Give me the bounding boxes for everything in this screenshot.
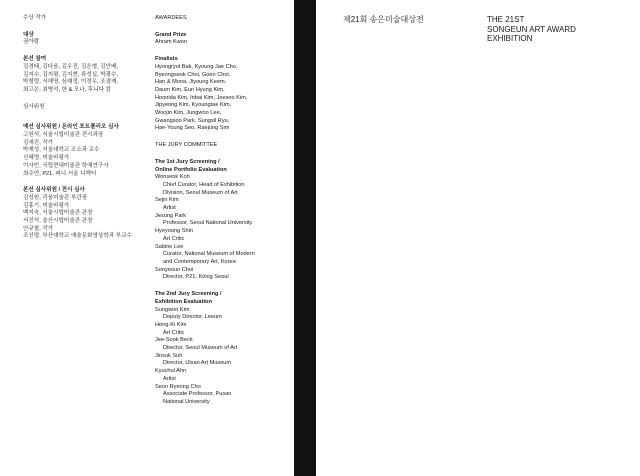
finalists-line-ko: 김경태, 김다움, 김우진, 김은형, 김안배, (23, 63, 119, 70)
awardees-header-en: AWARDEES (155, 15, 187, 21)
jury-member-role: Art Critic (163, 329, 185, 336)
jury1-section-en (155, 159, 290, 282)
jury2-section-en (155, 291, 290, 407)
grand-prize-section-ko (23, 32, 145, 47)
jury-member-role: Director, P21, König Seoul (163, 274, 229, 281)
finalists-line-ko: 최고은, 최병석, 한 & 모나, 후니다 킴 (23, 86, 111, 93)
jury-member-role: Chief Curator, Head of Exhibition (163, 181, 245, 188)
jury-member-role: Professor, Seoul National University (163, 220, 253, 227)
jury-member-name: Sungwon Kim (155, 306, 190, 313)
exhibition-title-en-line: SONGEUN ART AWARD (487, 24, 576, 34)
finalists-line-en: Daum Kim, Eun Hyung Kim, (155, 86, 225, 93)
jury-member-role: Associate Professor, Pusan (163, 391, 232, 398)
finalists-line-en: Hyongryol Bak, Kyoung Jae Cho, (155, 63, 238, 70)
finalists-section-ko (23, 56, 145, 95)
exhibition-title-ko: 제21회 송은미술대상전 (343, 15, 424, 24)
jury-member-name: Hong-Ki Kim (155, 321, 187, 328)
korean-column (23, 15, 145, 250)
finalists-line-ko: 박형렬, 서해영, 심래정, 이정우, 조겸재, (23, 79, 119, 86)
finalists-line-en: Hoonida Kim, Inbai Kim, Jeesoo Kim, (155, 94, 248, 101)
jury1-member-ko: 박제성, 서울대학교 조소과 교수 (23, 147, 100, 154)
finalists-section-en (155, 56, 290, 133)
finalists-line-ko: 김지수, 김지평, 김지현, 류성실, 박광수, (23, 71, 119, 78)
jury2-heading-en: Exhibition Evaluation (155, 298, 212, 305)
jury2-section-ko (23, 187, 145, 241)
finalists-line-en: Byeongseok Choi, Goen Choi, (155, 71, 231, 78)
jury2-heading-ko: 본선 심사위원 / 전시 심사 (23, 187, 85, 194)
jury-member-name: Hyeyoung Shin (155, 228, 193, 235)
jury-member-name: Kyuchul Ahn (155, 368, 187, 375)
jury2-heading-en: The 2nd Jury Screening / (155, 291, 222, 298)
jury1-member-ko: 신혜영, 미술비평가 (23, 155, 70, 162)
finalists-heading-en: Finalists (155, 56, 178, 63)
finalists-line-en: Gwangsoo Park, Sungsil Ryu, (155, 117, 230, 124)
jury-member-name: Sejin Kim (155, 197, 179, 204)
jury1-member-ko: 이사빈, 국립현대미술관 학예연구사 (23, 162, 109, 169)
finalists-line-en: Han & Mona, Jiyoung Keem, (155, 79, 227, 86)
grand-prize-heading-en: Grand Prize (155, 31, 187, 38)
jury1-section-ko (23, 124, 145, 178)
jury2-member-ko: 김홍기, 미술비평가 (23, 202, 70, 209)
jury1-heading-en: Online Portfolio Evaluation (155, 166, 227, 173)
jury1-member-ko: 고원석, 서울시립미술관 전시과장 (23, 132, 104, 139)
grand-prize-heading-ko: 대상 (23, 31, 34, 38)
jury2-member-ko: 백지숙, 서울시립미술관 관장 (23, 210, 93, 217)
jury1-heading-ko: 예선 심사위원 / 온라인 포트폴리오 심사 (23, 124, 119, 131)
jury-header-ko: 심사위원 (23, 103, 45, 110)
jury1-heading-en: The 1st Jury Screening / (155, 158, 220, 165)
jury-member-role: Artist (163, 205, 176, 212)
exhibition-title-en-line: EXHIBITION (487, 34, 533, 44)
exhibition-title-en (487, 15, 627, 44)
exhibition-title-en-line: THE 21ST (487, 15, 525, 24)
jury-member-role: Director, Seoul Museum of Art (163, 345, 238, 352)
grand-prize-section-en (155, 32, 290, 47)
awardees-header-ko: 수상 작가 (23, 15, 47, 21)
jury2-member-ko: 서진석, 울산시립미술관 관장 (23, 218, 93, 225)
right-page (316, 0, 640, 476)
jury-header-en: THE JURY COMMITTEE (155, 142, 218, 149)
finalists-line-en: Jipyeong Kim, Kyoungtae Kim, (155, 102, 232, 109)
jury-member-name: Sabine Lee (155, 243, 184, 250)
jury-member-name: Wonseok Koh (155, 174, 190, 181)
jury2-member-ko: 안규철, 작가 (23, 225, 54, 232)
jury-member-role: National University (163, 398, 210, 405)
jury-member-role: Deputy Director, Leeum (163, 314, 222, 321)
english-column (155, 15, 290, 416)
jury-member-name: Seon Ryeong Cho (155, 383, 201, 390)
jury2-member-ko: 조선령, 부산대학교 예술문화영상학과 부교수 (23, 233, 132, 240)
jury-member-role: Artist (163, 375, 176, 382)
jury1-member-ko: 최수연, P21, 퍼니 서울 디렉터 (23, 170, 97, 177)
jury-member-name: Sooyeoun Choi (155, 266, 194, 273)
jury-member-name: Jesung Park (155, 212, 187, 219)
jury-member-name: Jee-Sook Beck (155, 337, 193, 344)
grand-prize-name-ko: 권아람 (23, 39, 40, 46)
jury2-member-ko: 김성원, 리움미술관 부관장 (23, 194, 88, 201)
jury-member-role: Division, Seoul Museum of Art (163, 189, 238, 196)
jury-member-name: Jinsuk Suh (155, 352, 183, 359)
jury-member-role: Director, Ulsan Art Museum (163, 360, 232, 367)
left-page (0, 0, 294, 476)
finalists-line-en: Woojin Kim, Jungwoo Lee, (155, 110, 222, 117)
book-spine-divider (294, 0, 316, 476)
jury1-member-ko: 김세진, 작가 (23, 139, 54, 146)
finalists-heading-ko: 본선 참여 (23, 56, 47, 63)
finalists-line-en: Hae-Young Seo, Raejung Sim (155, 125, 230, 132)
jury-member-role: Curator, National Museum of Modern (163, 251, 255, 258)
jury-member-role: Art Critic (163, 235, 185, 242)
jury-member-role: and Contemporary Art, Korea (163, 258, 236, 265)
grand-prize-name-en: Ahram Kwon (155, 39, 188, 46)
